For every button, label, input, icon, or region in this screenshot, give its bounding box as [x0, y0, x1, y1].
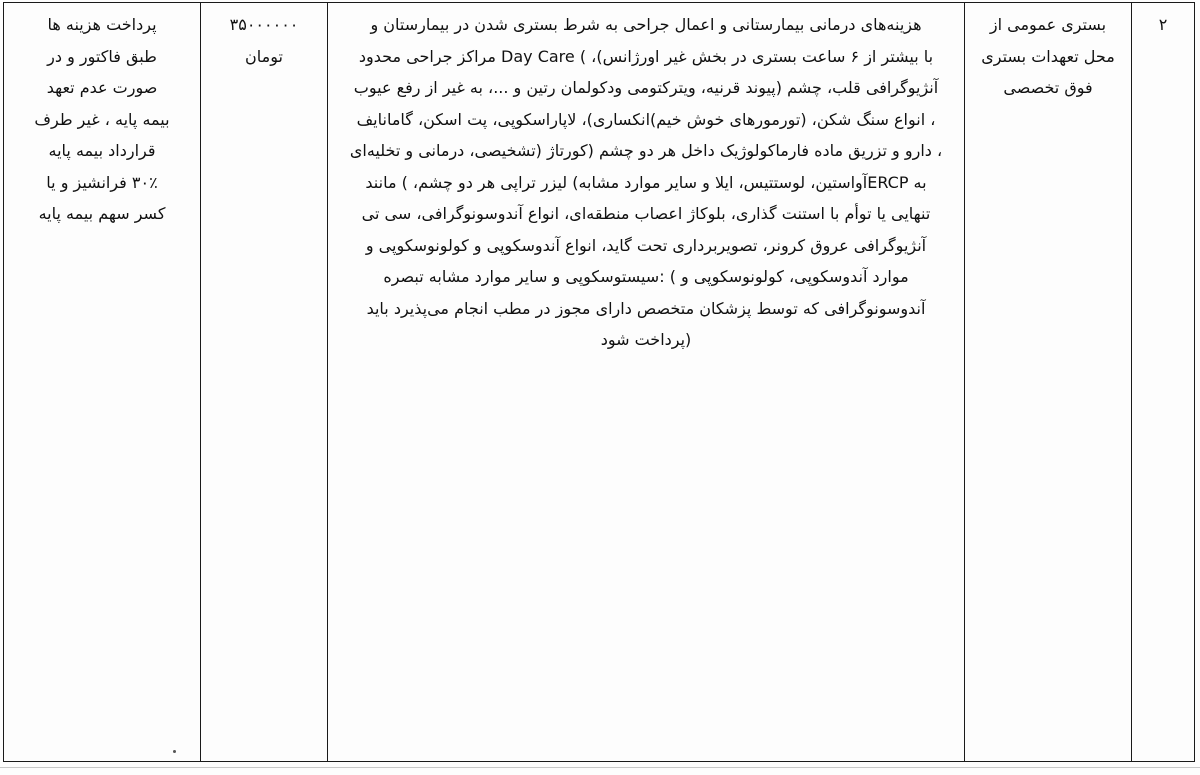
description-line: به ERCPآواستین، لوستتیس، ایلا و سایر موارد مشابه) لیزر تراپی هر دو چشم، ) مانند — [365, 172, 927, 192]
description-line: آنژیوگرافی عروق کرونر، تصویربرداری تحت گاید، انواع آندوسکوپی و کولونوسکوپی و — [365, 235, 927, 255]
coverage-table — [3, 2, 1195, 762]
scan-dot — [173, 750, 176, 753]
amount-value: ۳۵۰۰۰۰۰۰ — [229, 15, 299, 34]
condition-line: پرداخت هزینه ها — [47, 15, 157, 34]
payment-condition-cell — [4, 3, 201, 762]
description-line: آندوسونوگرافی که توسط پزشکان متخصص دارای مجوز در مطب انجام می‌پذیرد باید — [366, 298, 926, 318]
row-number-cell — [1132, 3, 1195, 762]
coverage-title-cell — [965, 3, 1132, 762]
condition-line: طبق فاکتور و در — [47, 46, 157, 66]
description-line: موارد آندوسکوپی، کولونوسکوپی و ) :سیستوسکوپی و سایر موارد مشابه تبصره — [383, 267, 909, 286]
coverage-title-line: فوق تخصصی — [1003, 78, 1093, 97]
amount-unit: تومان — [245, 46, 283, 66]
page-bottom-rule — [0, 767, 1200, 768]
condition-line: قرارداد بیمه پایه — [48, 141, 156, 160]
condition-line: صورت عدم تعهد — [46, 78, 158, 97]
coverage-title-line: بستری عمومی از — [989, 15, 1107, 34]
coverage-amount-cell — [201, 3, 328, 762]
description-line: ، دارو و تزریق ماده فارماکولوژیک داخل هر دو چشم (کورتاژ (تشخیصی، درمانی و تخلیه‌ای — [349, 141, 943, 160]
description-line: ، انواع سنگ شکن، (تورمورهای خوش خیم)انکساری)، لاپاراسکوپی، پت اسکن، گامانایف — [356, 109, 936, 129]
condition-line: ۳۰٪ فرانشیز و یا — [46, 172, 158, 192]
coverage-title-line: محل تعهدات بستری — [981, 46, 1115, 66]
condition-line: بیمه پایه ، غیر طرف — [34, 109, 170, 129]
description-line: آنژیوگرافی قلب، چشم (پیوند قرنیه، ویترکتومی ودکولمان رتین و ...، به غیر از رفع عیوب — [353, 78, 939, 97]
description-line: با بیشتر از ۶ ساعت بستری در بخش غیر اورژانس)، ) Day Care مراکز جراحی محدود — [358, 46, 934, 66]
coverage-description-cell — [328, 3, 965, 762]
table-row — [4, 3, 1195, 762]
condition-line: کسر سهم بیمه پایه — [38, 204, 166, 223]
row-number: ۲ — [1158, 15, 1168, 34]
description-line: هزینه‌های درمانی بیمارستانی و اعمال جراحی به شرط بستری شدن در بیمارستان و — [370, 15, 922, 34]
description-line: تنهایی یا توأم با استنت گذاری، بلوکاژ اعصاب منطقه‌ای، انواع آندوسونوگرافی، سی تی — [361, 204, 931, 223]
description-line: (پرداخت شود — [600, 330, 692, 349]
